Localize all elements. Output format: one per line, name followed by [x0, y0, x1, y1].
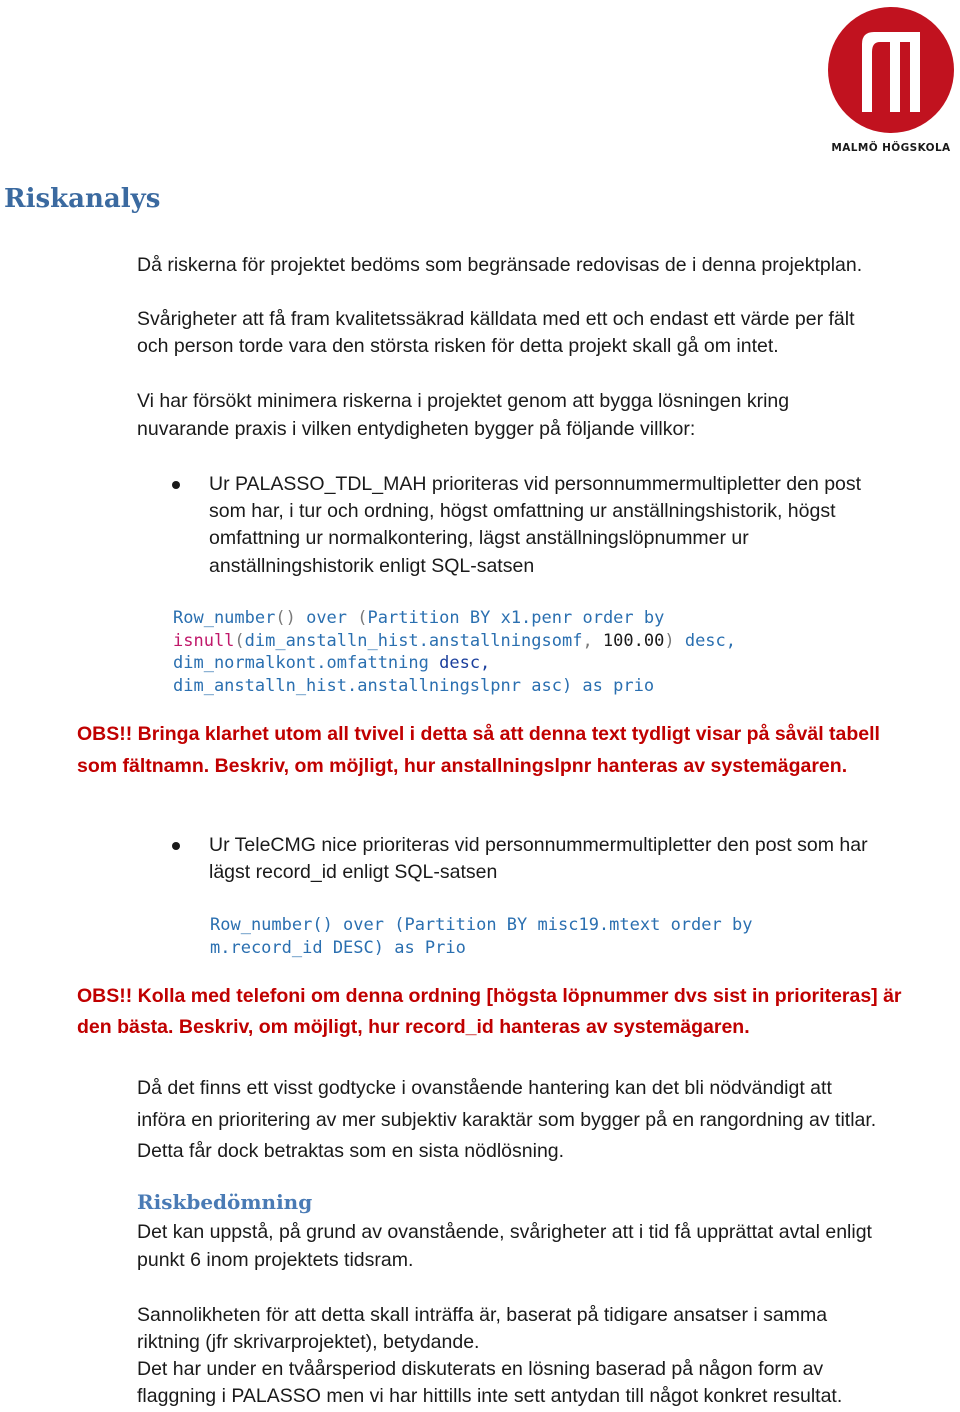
obs-note: den bästa. Beskriv, om möjligt, hur record_id hanteras av systemägaren. — [77, 1016, 750, 1038]
intro-line: nuvarande praxis i vilken entydigheten bygger på följande villkor: — [137, 418, 696, 440]
page-title: Riskanalys — [4, 184, 161, 214]
bullet-line: som har, i tur och ordning, högst omfattning ur anställningshistorik, högst — [209, 500, 836, 522]
bullet-icon — [172, 842, 180, 850]
code-line: Row_number() over (Partition BY x1.penr order by — [173, 608, 665, 628]
bullet-line: Ur TeleCMG nice prioriteras vid personnummermultipletter den post som har — [209, 834, 868, 856]
sql-code-block — [210, 914, 752, 959]
intro-line: Då riskerna för projektet bedöms som begränsade redovisas de i denna projektplan. — [137, 254, 863, 276]
code-line: dim_normalkont.omfattning desc, — [173, 653, 491, 674]
obs-note: OBS!! Bringa klarhet utom all tvivel i detta så att denna text tydligt visar på såväl tabell — [77, 723, 880, 745]
code-line: dim_anstalln_hist.anstallningslpnr asc) as prio — [173, 676, 655, 697]
malmo-hogskola-logo — [826, 4, 956, 154]
bullet-line: omfattning ur normalkontering, lägst anställningslöpnummer ur — [209, 527, 749, 549]
bullet-line: Ur PALASSO_TDL_MAH prioriteras vid personnummermultipletter den post — [209, 473, 862, 495]
paragraph-line: Detta får dock betraktas som en sista nödlösning. — [137, 1140, 565, 1162]
intro-line: och person torde vara den största risken för detta projekt skall gå om intet. — [137, 335, 779, 357]
paragraph-line: punkt 6 inom projektets tidsram. — [137, 1249, 414, 1271]
bullet-line: anställningshistorik enligt SQL-satsen — [209, 555, 535, 577]
intro-line: Svårigheter att få fram kvalitetssäkrad källdata med ett och endast ett värde per fält — [137, 308, 855, 330]
obs-note: OBS!! Kolla med telefoni om denna ordning [högsta löpnummer dvs sist in prioriteras] är — [77, 985, 902, 1007]
code-line: isnull(dim_anstalln_hist.anstallningsomf, 100.00) desc, — [173, 630, 737, 651]
paragraph-line: riktning (jfr skrivarprojektet), betydande. — [137, 1331, 480, 1353]
section-subheading: Riskbedömning — [137, 1190, 313, 1214]
obs-note: som fältnamn. Beskriv, om möjligt, hur anstallningslpnr hanteras av systemägaren. — [77, 755, 848, 777]
logo-emblem-icon — [826, 4, 956, 140]
intro-line: Vi har försökt minimera riskerna i projektet genom att bygga lösningen kring — [137, 390, 790, 412]
paragraph-line: Sannolikheten för att detta skall inträffa är, baserat på tidigare ansatser i samma — [137, 1304, 828, 1326]
code-line: m.record_id DESC) as Prio — [210, 937, 466, 958]
paragraph-line: flaggning i PALASSO men vi har hittills inte sett antydan till något konkret resultat. — [137, 1385, 843, 1407]
paragraph-line: Då det finns ett visst godtycke i ovanstående hantering kan det bli nödvändigt att — [137, 1077, 832, 1099]
bullet-icon — [172, 481, 180, 489]
paragraph-line: Det kan uppstå, på grund av ovanstående, svårigheter att i tid få upprättat avtal enligt — [137, 1221, 872, 1243]
code-line: Row_number() over (Partition BY misc19.mtext order by — [210, 915, 753, 935]
paragraph-line: Det har under en tvåårsperiod diskuterats en lösning baserad på någon form av — [137, 1358, 824, 1380]
bullet-line: lägst record_id enligt SQL-satsen — [209, 861, 498, 883]
paragraph-line: införa en prioritering av mer subjektiv karaktär som bygger på en rangordning av titlar. — [137, 1109, 877, 1131]
logo-text: MALMÖ HÖGSKOLA — [831, 142, 951, 154]
sql-code-block — [173, 607, 736, 698]
